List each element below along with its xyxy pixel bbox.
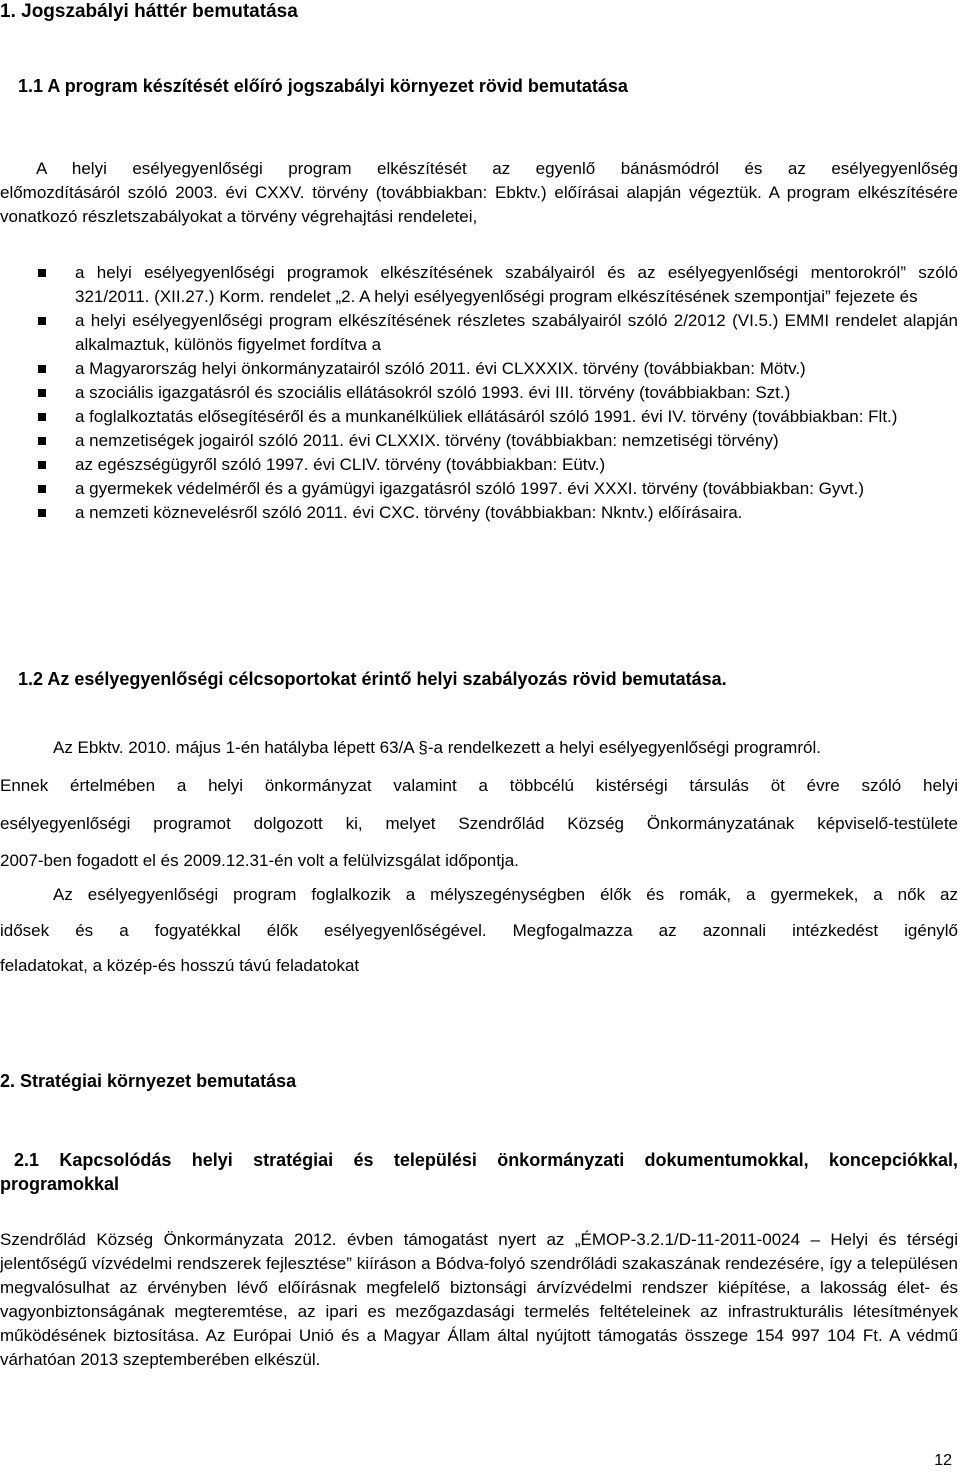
heading-2-1-line-1: 2.1 Kapcsolódás helyi stratégiai és települési önkormányzati dokumentumokkal, koncepciókkal, [14,1150,958,1170]
list-item: az egészségügyről szóló 1997. évi CLIV. törvény (továbbiakban: Eütv.) [0,453,958,477]
ebktv-line-2: Ennek értelmében a helyi önkormányzat valamint a többcélú kistérségi társulás öt évre szóló helyi [0,776,958,795]
page-number: 12 [934,1452,952,1469]
bullet-square-icon [38,461,46,469]
program-line-2: idősek és a fogyatékkal élők esélyegyenlőségével. Megfogalmazza az azonnali intézkedést igénylő [0,921,958,940]
ebktv-line-3: esélyegyenlőségi programot dolgozott ki, melyet Szendrőlád Község Önkormányzatának képviselő-testülete [0,814,958,833]
bullet-square-icon [38,317,46,325]
list-item: a gyermekek védelméről és a gyámügyi igazgatásról szóló 1997. évi XXXI. törvény (továbbiakban: Gyvt.) [0,477,958,501]
list-item: a foglalkoztatás elősegítéséről és a munkanélküliek ellátásáról szóló 1991. évi IV. törvény (továbbiakban: Flt.) [0,405,958,429]
intro-rest: előmozdításáról szóló 2003. évi CXXV. törvény (továbbiakban: Ebktv.) előírásai alapján végeztük. A program elkészítésére vonatkozó részletszabályokat a törvény végrehajtási rendeletei, [0,183,958,226]
bullet-square-icon [38,389,46,397]
heading-1: 1. Jogszabályi háttér bemutatása [0,1,298,22]
bullet-square-icon [38,365,46,373]
heading-2: 2. Stratégiai környezet bemutatása [0,1071,297,1091]
list-item: a helyi esélyegyenlőségi program elkészítésének részletes szabályairól szóló 2/2012 (VI.5.) EMMI rendelet alapján alkalmaztuk, különös figyelmet fordítva a [0,309,958,357]
list-item: a nemzeti köznevelésről szóló 2011. évi CXC. törvény (továbbiakban: Nkntv.) előírásaira. [0,501,958,525]
program-line-1: Az esélyegyenlőségi program foglalkozik a mélyszegénységben élők és romák, a gyermekek, a nők az [53,885,958,904]
list-item: a nemzetiségek jogairól szóló 2011. évi CLXXIX. törvény (továbbiakban: nemzetiségi törvény) [0,429,958,453]
list-item: a helyi esélyegyenlőségi programok elkészítésének szabályairól és az esélyegyenlőségi mentorokról” szóló 321/2011. (XII.27.) Korm. rendelet „2. A helyi esélyegyenlőségi program elkészítésének szempontjai” fejezete és [0,261,958,309]
bullet-square-icon [38,269,46,277]
final-paragraph: Szendrőlád Község Önkormányzata 2012. évben támogatást nyert az „ÉMOP-3.2.1/D-11-2011-0024 – Helyi és térségi jelentőségű vízvédelmi rendszerek fejlesztése” kiíráson a Bódva-folyó szendrőládi szakaszának rendezésére, így a településen megvalósulhat az érvényben lévő előírásnak megfelelő biztonsági árvízvédelmi rendszer kiépítése, a lakosság élet- és vagyonbiztonságának megteremtése, az ipari es mezőgazdasági termelés feltételeinek az infrastrukturális létesítmények működésének biztosítása. Az Európai Unió és a Magyar Állam által nyújtott támogatás összege 154 997 104 Ft. A védmű várhatóan 2013 szeptemberében elkészül. [0,1230,958,1369]
heading-1-2: 1.2 Az esélyegyenlőségi célcsoportokat érintő helyi szabályozás rövid bemutatása. [18,669,727,689]
legal-list [0,261,958,525]
program-line-3: feladatokat, a közép-és hosszú távú feladatokat [0,956,360,975]
list-item: a Magyarország helyi önkormányzatairól szóló 2011. évi CLXXXIX. törvény (továbbiakban: Mötv.) [0,357,958,381]
bullet-square-icon [38,485,46,493]
bullet-square-icon [38,437,46,445]
bullet-square-icon [38,509,46,517]
ebktv-line: Az Ebktv. 2010. május 1-én hatályba lépett 63/A §-a rendelkezett a helyi esélyegyenlőségi programról. [53,738,821,757]
heading-1-1: 1.1 A program készítését előíró jogszabályi környezet rövid bemutatása [18,76,628,96]
intro-line-1: A helyi esélyegyenlőségi program elkészítését az egyenlő bánásmódról és az esélyegyenlőség [36,159,958,178]
ebktv-line-4: 2007-ben fogadott el és 2009.12.31-én volt a felülvizsgálat időpontja. [0,851,519,870]
list-item: a szociális igazgatásról és szociális ellátásokról szóló 1993. évi III. törvény (továbbiakban: Szt.) [0,381,958,405]
intro-paragraph [0,157,958,229]
heading-2-1-line-2: programokkal [0,1174,120,1194]
bullet-square-icon [38,413,46,421]
